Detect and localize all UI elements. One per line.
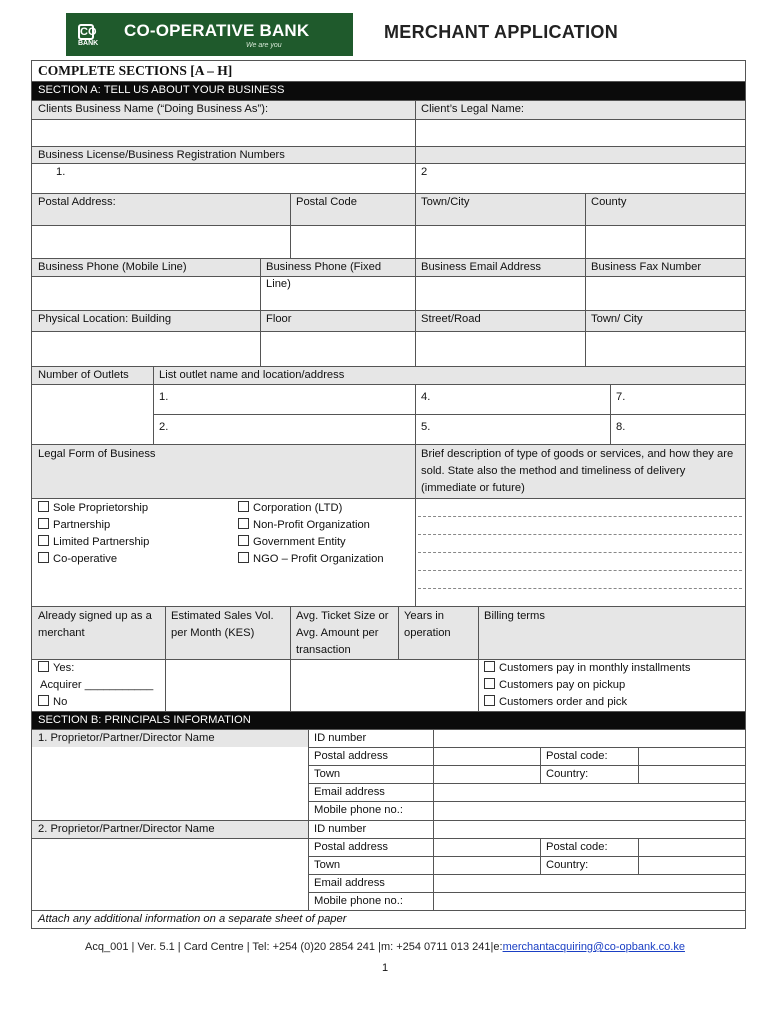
- bank-logo: [66, 13, 353, 56]
- rule: [32, 910, 745, 911]
- page-number: 1: [381, 962, 389, 974]
- rule: [32, 225, 745, 226]
- postal-code-label: Postal Code: [290, 193, 415, 225]
- p1-country-label: Country:: [546, 768, 589, 780]
- bank-logo-mark: [78, 22, 116, 48]
- checkbox-icon[interactable]: [484, 678, 495, 689]
- checkbox-icon[interactable]: [238, 518, 249, 529]
- checkbox-icon[interactable]: [484, 695, 495, 706]
- rule: [540, 747, 541, 783]
- postal-address-label: Postal Address:: [32, 193, 290, 225]
- rule: [32, 498, 745, 499]
- outlets-count-field[interactable]: [32, 384, 153, 444]
- option-label: Sole Proprietorship: [53, 502, 149, 514]
- billing-terms-label: Billing terms: [478, 606, 745, 659]
- email-field[interactable]: [415, 276, 585, 310]
- p1-town-field[interactable]: [433, 765, 540, 783]
- building-label: Physical Location: Building: [32, 310, 260, 331]
- p2-email-field[interactable]: [433, 874, 745, 892]
- town-city2-label: Town/ City: [585, 310, 745, 331]
- attach-note: Attach any additional information on a separate sheet of paper: [38, 913, 347, 925]
- outlets-count-label: Number of Outlets: [32, 366, 153, 384]
- license-label: Business License/Business Registration Numbers: [32, 146, 745, 163]
- building-field[interactable]: [32, 331, 260, 366]
- est-sales-field[interactable]: [165, 659, 290, 711]
- rule: [32, 81, 745, 82]
- rule: [478, 606, 479, 711]
- footer-text: Acq_001 | Ver. 5.1 | Card Centre | Tel: +254 (0)20 2854 241 |m: +254 0711 013 241|e:: [85, 941, 503, 953]
- license-number-1[interactable]: 1.: [56, 166, 66, 178]
- avg-ticket-label: Avg. Ticket Size or Avg. Amount per transaction: [290, 606, 398, 659]
- rule: [308, 801, 745, 802]
- already-signed-options: [32, 659, 165, 711]
- legal-form-label: Legal Form of Business: [32, 444, 415, 498]
- rule: [433, 729, 434, 910]
- principal-1-name-field[interactable]: [32, 747, 308, 820]
- option-limited-partnership[interactable]: [38, 534, 226, 551]
- p1-email-field[interactable]: [433, 783, 745, 801]
- p2-mobile-label: Mobile phone no.:: [314, 895, 403, 907]
- option-no[interactable]: [38, 694, 159, 711]
- rule: [638, 747, 639, 783]
- rule: [308, 747, 745, 748]
- p1-email-label: Email address: [314, 786, 385, 798]
- option-co-operative[interactable]: [38, 551, 226, 568]
- p1-mobile-field[interactable]: [433, 801, 745, 820]
- outlets-list-label: List outlet name and location/address: [153, 366, 745, 384]
- postal-address-field[interactable]: [32, 225, 290, 258]
- checkbox-icon[interactable]: [238, 501, 249, 512]
- option-pay-on-pickup[interactable]: [484, 677, 739, 694]
- rule: [32, 146, 745, 147]
- checkbox-icon[interactable]: [38, 661, 49, 672]
- outlet-2[interactable]: 2.: [159, 421, 169, 433]
- postal-code-field[interactable]: [290, 225, 415, 258]
- p1-town-label: Town: [314, 768, 341, 780]
- complete-sections-heading: COMPLETE SECTIONS [A – H]: [38, 63, 233, 78]
- rule: [32, 193, 745, 194]
- checkbox-icon[interactable]: [38, 535, 49, 546]
- floor-field[interactable]: [260, 331, 415, 366]
- rule: [32, 119, 745, 120]
- p1-mobile-label: Mobile phone no.:: [314, 804, 403, 816]
- rule: [32, 100, 745, 101]
- bank-name: CO-OPERATIVE BANK: [124, 21, 310, 40]
- p1-postal-label: Postal address: [314, 750, 389, 762]
- option-label: Partnership: [53, 519, 111, 531]
- dba-label: Clients Business Name (“Doing Business As”):: [32, 100, 415, 119]
- fax-label: Business Fax Number: [585, 258, 745, 276]
- logo-mark-bank: BANK: [78, 40, 99, 47]
- rule: [32, 276, 745, 277]
- checkbox-icon[interactable]: [38, 501, 49, 512]
- rule: [308, 783, 745, 784]
- rule: [540, 838, 541, 874]
- rule: [260, 258, 261, 366]
- rule: [610, 384, 611, 444]
- legal-name-label: Client’s Legal Name:: [415, 100, 745, 119]
- phone-fixed-field[interactable]: [260, 276, 415, 310]
- p2-town-label: Town: [314, 859, 341, 871]
- license-number-2[interactable]: 2: [421, 166, 428, 178]
- p2-postal-field[interactable]: [433, 838, 540, 856]
- already-signed-label: Already signed up as a merchant: [32, 606, 165, 659]
- write-line: [418, 552, 742, 553]
- option-ngo[interactable]: [238, 551, 409, 568]
- avg-ticket-field[interactable]: [290, 659, 478, 711]
- p2-postal-code-label: Postal code:: [546, 841, 608, 853]
- years-operation-label: Years in operation: [398, 606, 478, 659]
- rule: [308, 856, 745, 857]
- billing-terms-options: [478, 659, 745, 711]
- option-non-profit[interactable]: [238, 517, 409, 534]
- option-label: Limited Partnership: [53, 536, 150, 548]
- p2-mobile-field[interactable]: [433, 892, 745, 910]
- option-partnership[interactable]: [38, 517, 226, 534]
- outlet-5[interactable]: 5.: [421, 421, 431, 433]
- footer-email-link[interactable]: merchantacquiring@co-opbank.co.ke: [502, 941, 685, 953]
- option-label: Non-Profit Organization: [253, 519, 370, 531]
- checkbox-icon[interactable]: [38, 552, 49, 563]
- rule: [153, 414, 745, 415]
- rule: [308, 765, 745, 766]
- bank-tagline: We are you: [246, 42, 282, 49]
- p2-town-field[interactable]: [433, 856, 540, 874]
- option-monthly-installments[interactable]: [484, 660, 739, 677]
- checkbox-icon[interactable]: [238, 552, 249, 563]
- option-label: NGO – Profit Organization: [253, 553, 384, 565]
- option-label: Yes:: [53, 662, 75, 674]
- outlet-1[interactable]: 1.: [159, 391, 169, 403]
- p2-postal-code-field[interactable]: [638, 838, 745, 856]
- option-label: Corporation (LTD): [253, 502, 343, 514]
- fax-field[interactable]: [585, 276, 745, 310]
- rule: [32, 331, 745, 332]
- rule: [415, 193, 416, 366]
- write-line: [418, 570, 742, 571]
- town-city2-field[interactable]: [585, 331, 745, 366]
- rule: [308, 892, 745, 893]
- logo-mark-text: CO: [80, 26, 97, 38]
- p2-id-label: ID number: [314, 823, 367, 835]
- outlet-7[interactable]: 7.: [616, 391, 626, 403]
- p1-country-field[interactable]: [638, 765, 745, 783]
- p1-postal-code-label: Postal code:: [546, 750, 608, 762]
- est-sales-label: Estimated Sales Vol. per Month (KES): [165, 606, 290, 659]
- phone-mobile-label: Business Phone (Mobile Line): [32, 258, 260, 276]
- p1-id-field[interactable]: [433, 729, 745, 747]
- checkbox-icon[interactable]: [38, 695, 49, 706]
- option-label: Customers pay in monthly installments: [499, 662, 691, 674]
- rule: [415, 384, 416, 444]
- email-label: Business Email Address: [415, 258, 585, 276]
- county-field[interactable]: [585, 225, 745, 258]
- rule: [32, 820, 745, 821]
- rule: [32, 258, 745, 259]
- rule: [638, 838, 639, 874]
- p1-postal-field[interactable]: [433, 747, 540, 765]
- town-city-field[interactable]: [415, 225, 585, 258]
- application-form: [31, 60, 746, 929]
- outlet-4[interactable]: 4.: [421, 391, 431, 403]
- write-line: [418, 534, 742, 535]
- rule: [165, 606, 166, 711]
- rule: [153, 366, 154, 444]
- write-line: [418, 588, 742, 589]
- checkbox-icon[interactable]: [238, 535, 249, 546]
- option-order-and-pick[interactable]: [484, 694, 739, 711]
- option-label: Customers pay on pickup: [499, 679, 626, 691]
- principal-2-label: 2. Proprietor/Partner/Director Name: [32, 820, 308, 838]
- rule: [415, 100, 416, 193]
- floor-label: Floor: [260, 310, 415, 331]
- p2-country-label: Country:: [546, 859, 589, 871]
- p2-postal-label: Postal address: [314, 841, 389, 853]
- town-city-label: Town/City: [415, 193, 585, 225]
- rule: [290, 606, 291, 711]
- rule: [32, 606, 745, 607]
- write-line: [418, 516, 742, 517]
- rule: [32, 729, 745, 730]
- option-label: Customers order and pick: [499, 696, 628, 708]
- rule: [32, 711, 745, 712]
- outlet-8[interactable]: 8.: [616, 421, 626, 433]
- phone-mobile-field[interactable]: [32, 276, 260, 310]
- rule: [308, 729, 309, 910]
- rule: [32, 163, 745, 164]
- option-government-entity[interactable]: [238, 534, 409, 551]
- county-label: County: [585, 193, 745, 225]
- rule: [415, 444, 416, 606]
- option-yes[interactable]: [38, 660, 159, 677]
- rule: [32, 310, 745, 311]
- rule: [32, 659, 745, 660]
- acquirer-field[interactable]: Acquirer ___________: [40, 679, 154, 691]
- document-title: MERCHANT APPLICATION: [384, 22, 618, 42]
- checkbox-icon[interactable]: [484, 661, 495, 672]
- rule: [398, 606, 399, 659]
- legal-form-options-right: [232, 498, 415, 568]
- dba-field[interactable]: [32, 119, 415, 146]
- p1-postal-code-field[interactable]: [638, 747, 745, 765]
- option-label: Government Entity: [253, 536, 346, 548]
- option-corporation[interactable]: [238, 500, 409, 517]
- brief-description-label: Brief description of type of goods or services, and how they are sold. State also the method and timeliness of delivery (immediate or future): [415, 444, 745, 498]
- p1-id-label: ID number: [314, 732, 367, 744]
- legal-form-options-left: [32, 498, 232, 568]
- rule: [308, 874, 745, 875]
- section-a-heading: SECTION A: TELL US ABOUT YOUR BUSINESS: [32, 81, 745, 100]
- option-label: No: [53, 696, 68, 708]
- principal-1-label: 1. Proprietor/Partner/Director Name: [32, 729, 308, 747]
- principal-2-name-field[interactable]: [32, 838, 308, 910]
- option-sole-proprietorship[interactable]: [38, 500, 226, 517]
- footer: [0, 941, 770, 953]
- option-label: Co-operative: [53, 553, 118, 565]
- legal-name-field[interactable]: [415, 119, 745, 146]
- rule: [32, 384, 745, 385]
- p2-country-field[interactable]: [638, 856, 745, 874]
- rule: [290, 193, 291, 258]
- rule: [32, 366, 745, 367]
- rule: [585, 193, 586, 366]
- phone-fixed-label: Business Phone (Fixed Line): [260, 258, 415, 276]
- rule: [32, 444, 745, 445]
- section-b-heading: SECTION B: PRINCIPALS INFORMATION: [32, 711, 745, 729]
- street-road-label: Street/Road: [415, 310, 585, 331]
- checkbox-icon[interactable]: [38, 518, 49, 529]
- p2-email-label: Email address: [314, 877, 385, 889]
- p2-id-field[interactable]: [433, 820, 745, 838]
- street-road-field[interactable]: [415, 331, 585, 366]
